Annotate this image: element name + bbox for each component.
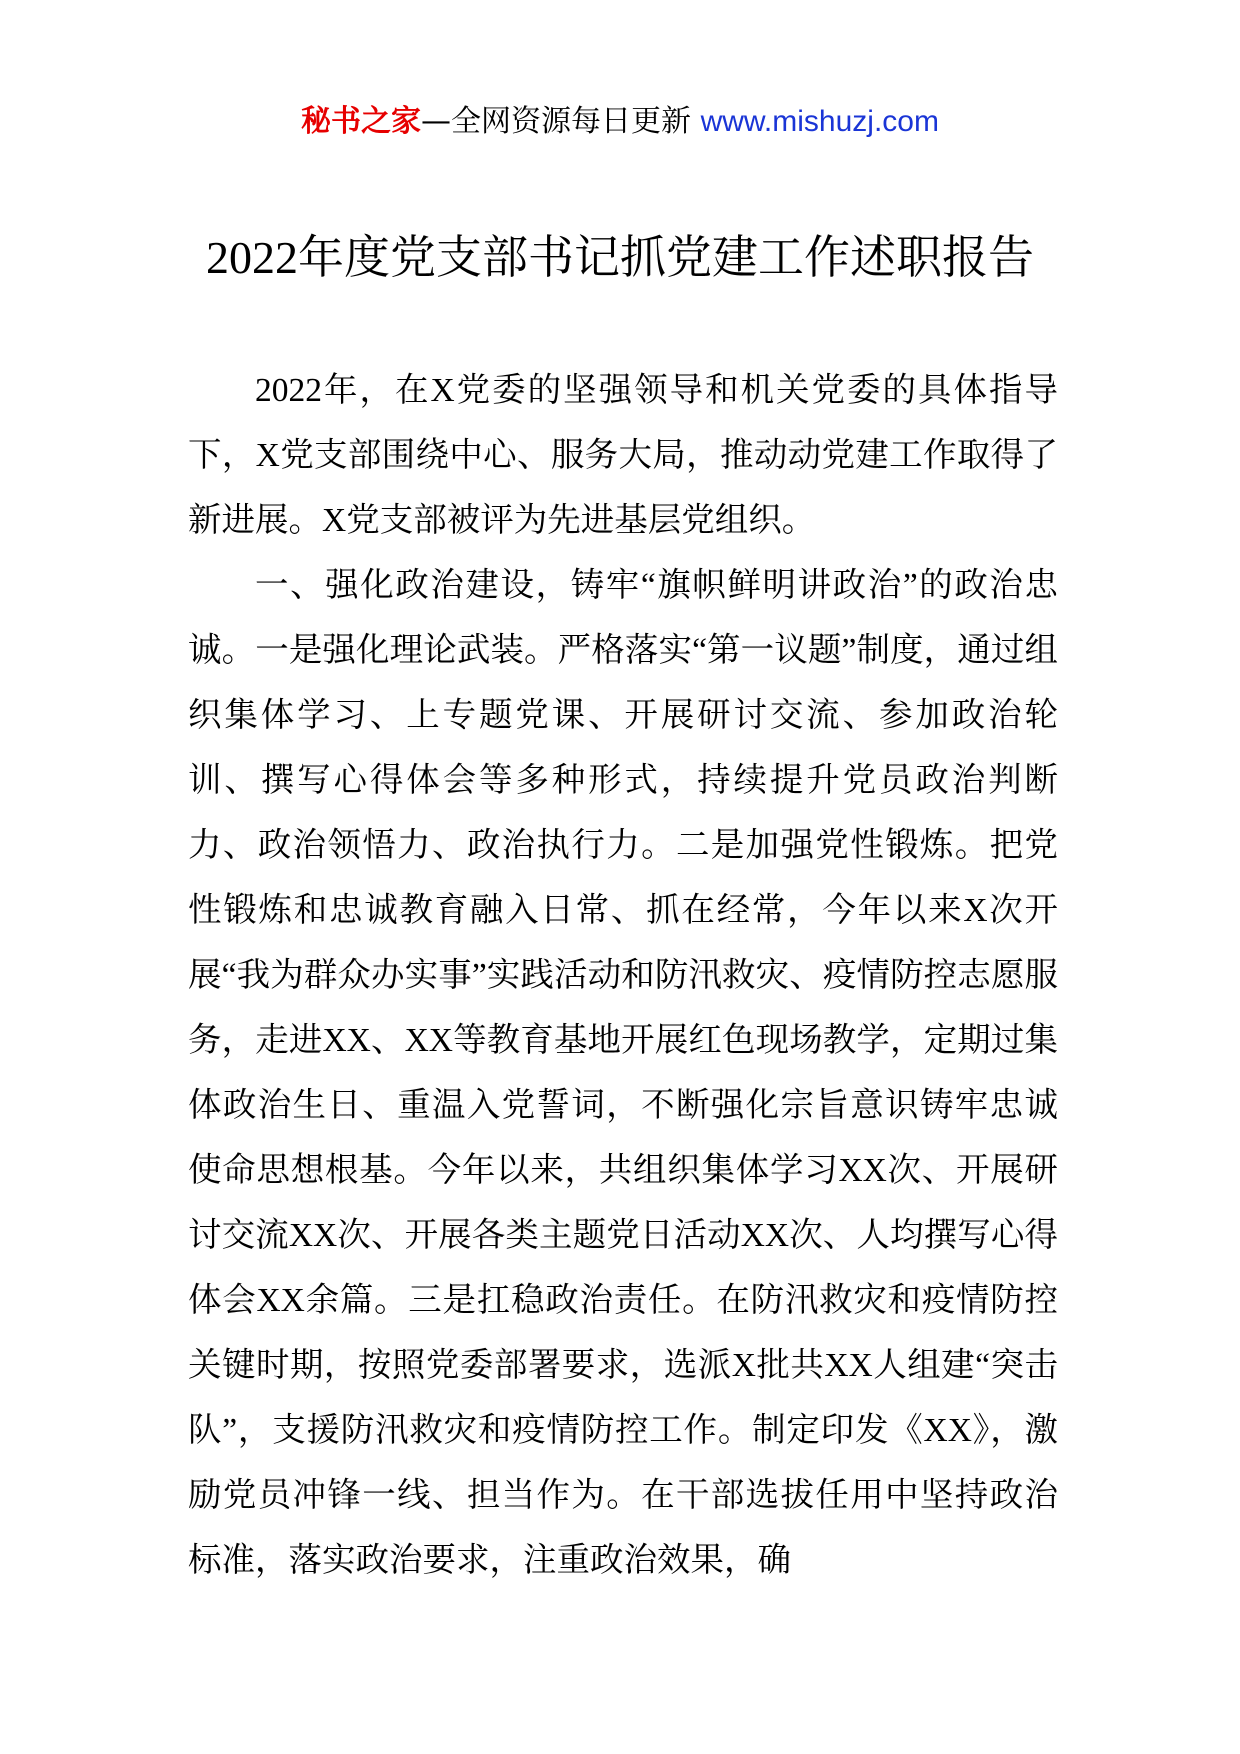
document-title: 2022年度党支部书记抓党建工作述职报告: [206, 232, 1034, 283]
site-url-link[interactable]: www.mishuzj.com: [700, 105, 939, 138]
header-tagline: —全网资源每日更新: [421, 104, 701, 139]
paragraph-section-one: 一、强化政治建设，铸牢“旗帜鲜明讲政治”的政治忠诚。一是强化理论武装。严格落实“第一议题”制度，通过组织集体学习、上专题党课、开展研讨交流、参加政治轮训、撰写心得体会等多种形式，持续提升党员政治判断力、政治领悟力、政治执行力。二是加强党性锻炼。把党性锻炼和忠诚教育融入日常、抓在经常，今年以来X次开展“我为群众办实事”实践活动和防汛救灾、疫情防控志愿服务，走进XX、XX等教育基地开展红色现场教学，定期过集体政治生日、重温入党誓词，不断强化宗旨意识铸牢忠诚使命思想根基。今年以来，共组织集体学习XX次、开展研讨交流XX次、开展各类主题党日活动XX次、人均撰写心得体会XX余篇。三是扛稳政治责任。在防汛救灾和疫情防控关键时期，按照党委部署要求，选派X批共XX人组建“突击队”，支援防汛救灾和疫情防控工作。制定印发《XX》，激励党员冲锋一线、担当作为。在干部选拔任用中坚持政治标准，落实政治要求，注重政治效果，确: [188, 567, 1058, 1579]
brand-name: 秘书之家: [301, 104, 422, 139]
document-body: [188, 358, 1058, 1593]
paragraph-intro: 2022年，在X党委的坚强领导和机关党委的具体指导下，X党支部围绕中心、服务大局，推动动党建工作取得了新进展。X党支部被评为先进基层党组织。: [188, 372, 1058, 539]
site-header: [0, 102, 1240, 142]
